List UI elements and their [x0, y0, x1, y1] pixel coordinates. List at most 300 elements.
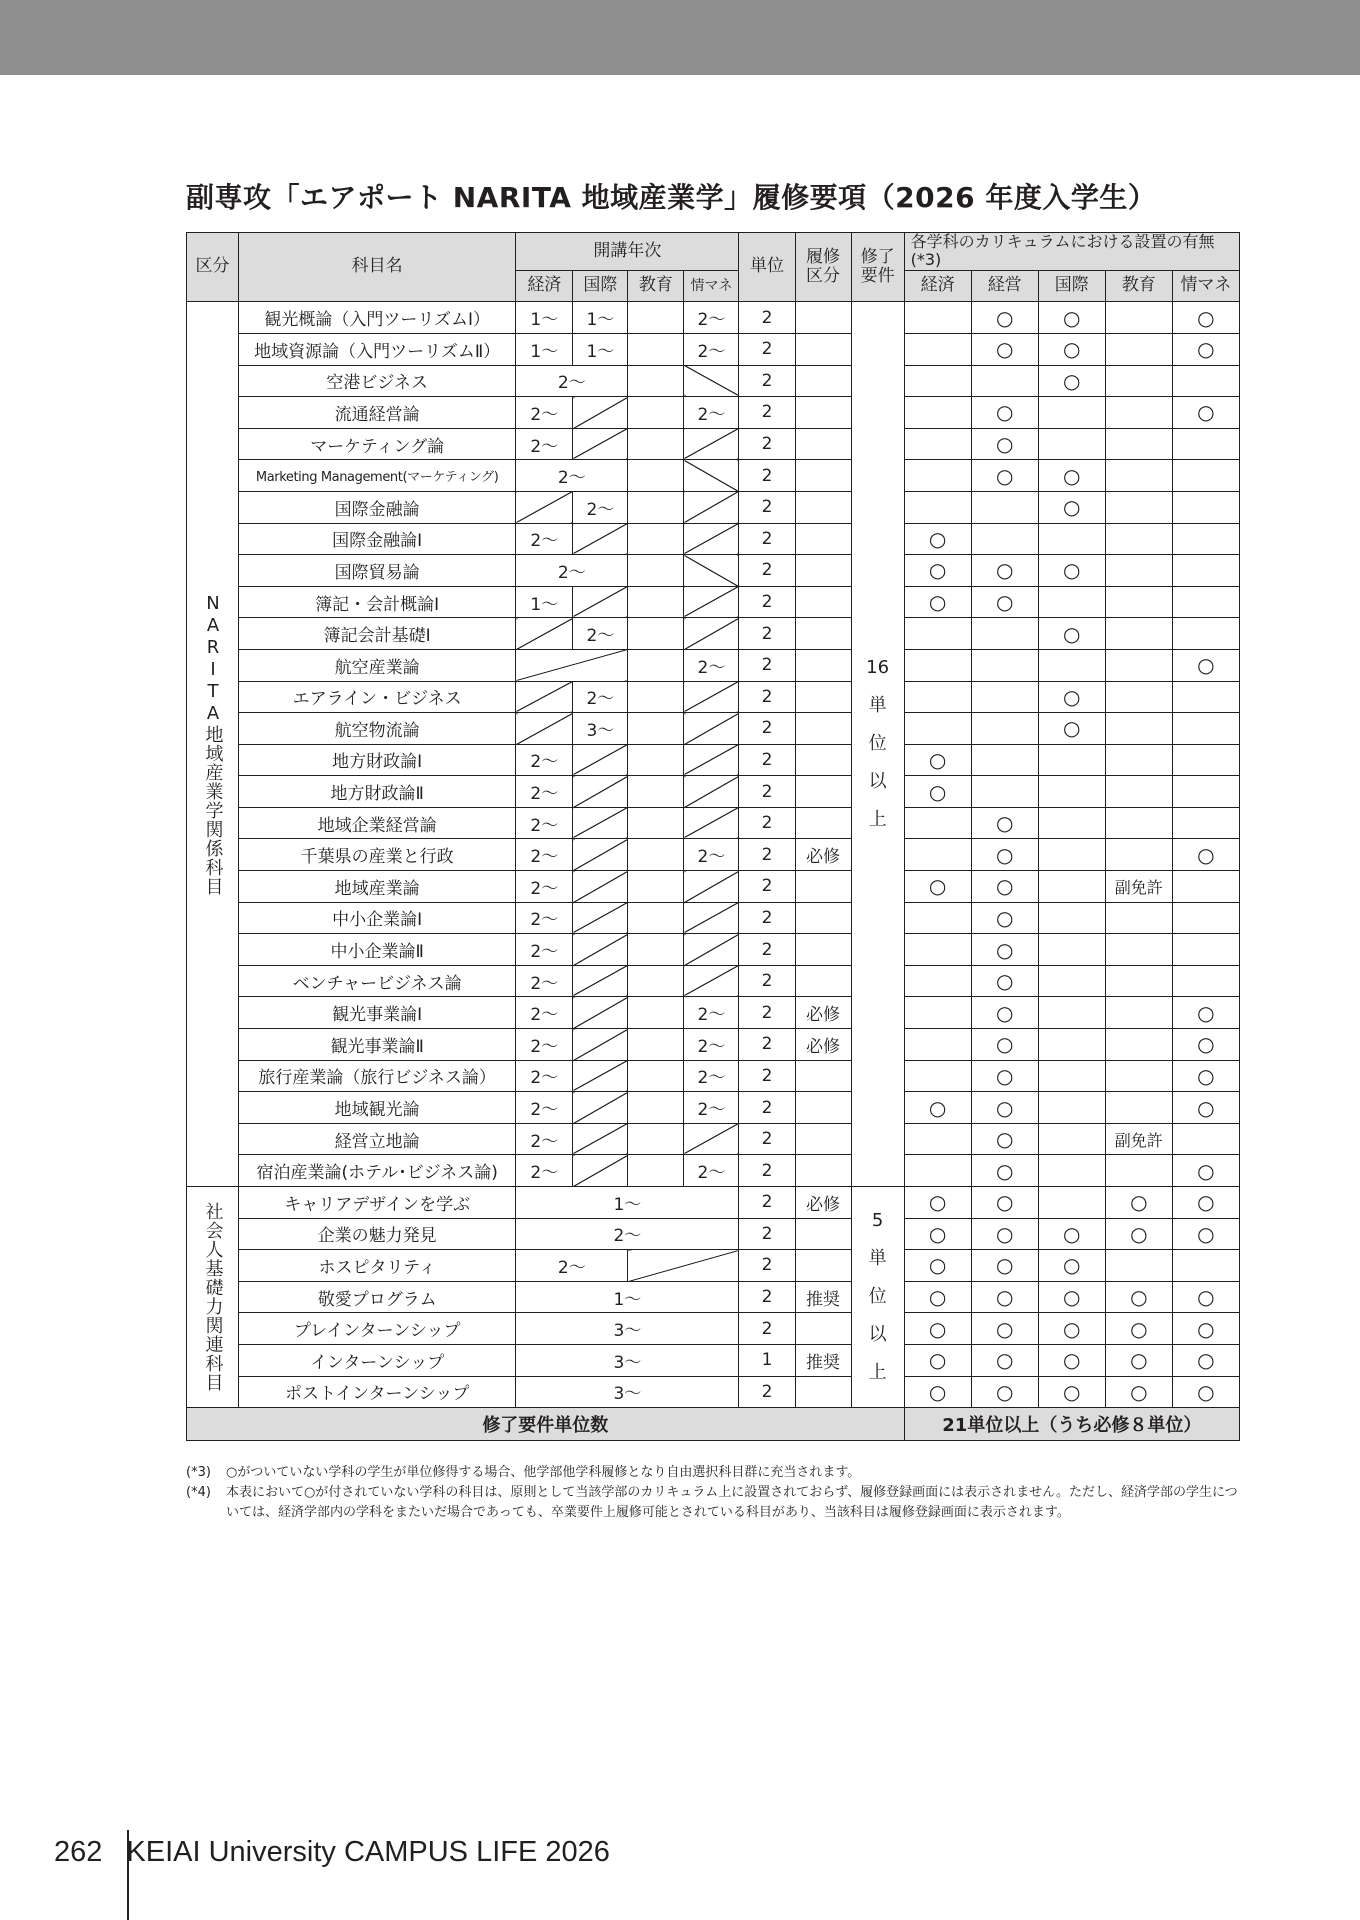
dept-availability: [971, 365, 1038, 397]
year-info: [684, 871, 739, 903]
year-intl: [573, 744, 628, 776]
dept-availability: ○: [904, 1376, 971, 1408]
dept-availability: ○: [1172, 1376, 1239, 1408]
course-type: [795, 491, 851, 523]
notes: [186, 1463, 1240, 1523]
note: [186, 1483, 1240, 1523]
dept-availability: [904, 965, 971, 997]
subject-name: 簿記・会計概論Ⅰ: [239, 586, 516, 618]
year-info: [684, 807, 739, 839]
header-type: 履修 区分: [795, 233, 851, 302]
requirement-char: 上: [868, 1362, 887, 1384]
credits: 2: [739, 965, 795, 997]
course-type: [795, 428, 851, 460]
subject-name: ホスピタリティ: [239, 1250, 516, 1282]
header-year-col: 国際: [573, 270, 628, 302]
dept-availability: ○: [1172, 1218, 1239, 1250]
table-row: [187, 1155, 1240, 1187]
dept-availability: ○: [971, 839, 1038, 871]
course-type: [795, 365, 851, 397]
dept-availability: [1105, 491, 1172, 523]
dept-availability: [904, 428, 971, 460]
dept-availability: ○: [1172, 1060, 1239, 1092]
dept-availability: [1172, 713, 1239, 745]
credits: 2: [739, 871, 795, 903]
year-edu: [628, 460, 684, 492]
year-info: [684, 428, 739, 460]
header-dept-col: 経営: [971, 270, 1038, 302]
year-intl: [573, 807, 628, 839]
year-eco-intl: [516, 649, 628, 681]
course-type: [795, 649, 851, 681]
course-type: [795, 776, 851, 808]
credits: 2: [739, 555, 795, 587]
year-info: 2〜: [684, 649, 739, 681]
note-text: ○がついていない学科の学生が単位修得する場合、他学部他学科履修となり自由選択科目群に充当されます。: [226, 1465, 861, 1480]
dept-availability: [1105, 555, 1172, 587]
header-dept-col: 経済: [904, 270, 971, 302]
dept-availability: [971, 776, 1038, 808]
dept-availability: [971, 649, 1038, 681]
requirement-char: 位: [868, 1286, 887, 1308]
credits: 2: [739, 1029, 795, 1061]
dept-availability: [904, 365, 971, 397]
dept-availability: [904, 649, 971, 681]
dept-availability: ○: [904, 1281, 971, 1313]
requirement-char: 以: [868, 1324, 887, 1346]
year-info: 2〜: [684, 839, 739, 871]
dept-availability: ○: [1172, 1029, 1239, 1061]
course-type: [795, 1218, 851, 1250]
footer: [54, 1836, 610, 1869]
year-edu: [628, 776, 684, 808]
year-eco: 2〜: [516, 1155, 573, 1187]
dept-availability: [1105, 744, 1172, 776]
credits: 2: [739, 1123, 795, 1155]
dept-availability: ○: [1038, 1313, 1105, 1345]
year-edu: [628, 713, 684, 745]
year-eco: [516, 681, 573, 713]
subject-name: キャリアデザインを学ぶ: [239, 1187, 516, 1219]
table-row: [187, 1123, 1240, 1155]
year-info: [684, 1123, 739, 1155]
credits: 2: [739, 776, 795, 808]
credits: 2: [739, 1281, 795, 1313]
dept-availability: [1105, 776, 1172, 808]
year-intl: [573, 586, 628, 618]
dept-availability: [971, 618, 1038, 650]
table-row: [187, 555, 1240, 587]
year-edu: [628, 1123, 684, 1155]
header-year-group: 開講年次: [516, 233, 739, 271]
course-type: [795, 681, 851, 713]
table-row: [187, 807, 1240, 839]
credits: 2: [739, 365, 795, 397]
note-tag: (*4): [186, 1485, 211, 1500]
credits: 2: [739, 744, 795, 776]
subject-name: 航空産業論: [239, 649, 516, 681]
dept-availability: ○: [1172, 1187, 1239, 1219]
course-type: [795, 1155, 851, 1187]
header-dept-col: 国際: [1038, 270, 1105, 302]
year-info: 2〜: [684, 1092, 739, 1124]
year-info: [684, 460, 739, 492]
dept-availability: [1105, 1029, 1172, 1061]
year-span: 1〜: [516, 1281, 739, 1313]
course-type: 必修: [795, 1187, 851, 1219]
dept-availability: [904, 302, 971, 334]
year-edu: [628, 871, 684, 903]
dept-availability: [1172, 586, 1239, 618]
credits: 2: [739, 333, 795, 365]
top-band: [0, 0, 1360, 75]
year-eco: 2〜: [516, 902, 573, 934]
table-row: [187, 618, 1240, 650]
dept-availability: ○: [971, 1344, 1038, 1376]
dept-availability: [1038, 744, 1105, 776]
dept-availability: [904, 618, 971, 650]
credits: 2: [739, 302, 795, 334]
year-intl: [573, 839, 628, 871]
dept-availability: [904, 713, 971, 745]
dept-availability: ○: [971, 1060, 1038, 1092]
course-type: [795, 871, 851, 903]
dept-availability: [1105, 1155, 1172, 1187]
dept-availability: ○: [1038, 1344, 1105, 1376]
dept-availability: ○: [971, 1123, 1038, 1155]
dept-availability: ○: [1105, 1344, 1172, 1376]
dept-availability: [1038, 871, 1105, 903]
requirement-char: 位: [868, 733, 887, 755]
year-eco: 2〜: [516, 871, 573, 903]
subject-name: プレインターンシップ: [239, 1313, 516, 1345]
year-edu: [628, 555, 684, 587]
year-info: 2〜: [684, 397, 739, 429]
page-title: 副専攻「エアポート NARITA 地域産業学」履修要項（2026 年度入学生）: [186, 181, 1157, 214]
year-intl: [573, 1092, 628, 1124]
dept-availability: ○: [1172, 1281, 1239, 1313]
year-intl: [573, 523, 628, 555]
dept-availability: ○: [904, 1313, 971, 1345]
course-type: [795, 744, 851, 776]
year-intl: [573, 997, 628, 1029]
total-value: 21単位以上（うち必修８単位）: [904, 1408, 1239, 1441]
dept-availability: [904, 934, 971, 966]
course-type: [795, 807, 851, 839]
credits: 2: [739, 618, 795, 650]
dept-availability: ○: [971, 965, 1038, 997]
table-row: [187, 649, 1240, 681]
table-row: [187, 1029, 1240, 1061]
dept-availability: [1038, 1187, 1105, 1219]
subject-name: 経営立地論: [239, 1123, 516, 1155]
dept-availability: [904, 333, 971, 365]
dept-availability: 副免許: [1105, 871, 1172, 903]
year-eco: 2〜: [516, 1092, 573, 1124]
dept-availability: [1105, 965, 1172, 997]
subject-name: 旅行産業論（旅行ビジネス論）: [239, 1060, 516, 1092]
category-cell: 社会人基礎力関連科目: [187, 1187, 239, 1408]
dept-availability: [904, 1155, 971, 1187]
dept-availability: ○: [904, 523, 971, 555]
requirement-char: 単: [868, 695, 887, 717]
dept-availability: [1105, 618, 1172, 650]
dept-availability: [904, 839, 971, 871]
course-type: [795, 1376, 851, 1408]
year-edu: [628, 934, 684, 966]
dept-availability: [904, 1123, 971, 1155]
dept-availability: ○: [904, 1218, 971, 1250]
dept-availability: [1105, 523, 1172, 555]
dept-availability: ○: [1172, 649, 1239, 681]
credits: 2: [739, 997, 795, 1029]
course-type: [795, 460, 851, 492]
dept-availability: [1172, 934, 1239, 966]
dept-availability: ○: [1038, 365, 1105, 397]
year-info: [684, 365, 739, 397]
year-eco: 2〜: [516, 997, 573, 1029]
requirement-char: 5: [871, 1210, 884, 1232]
dept-availability: ○: [1172, 997, 1239, 1029]
dept-availability: [1172, 902, 1239, 934]
dept-availability: [1038, 1092, 1105, 1124]
year-info: [684, 744, 739, 776]
dept-availability: [904, 1029, 971, 1061]
credits: 2: [739, 1187, 795, 1219]
credits: 2: [739, 1313, 795, 1345]
year-span: 1〜: [516, 1187, 739, 1219]
year-eco: 2〜: [516, 428, 573, 460]
year-info: [684, 934, 739, 966]
dept-availability: ○: [971, 1092, 1038, 1124]
dept-availability: [1172, 1123, 1239, 1155]
table-row: [187, 1344, 1240, 1376]
year-edu: [628, 997, 684, 1029]
credits: 2: [739, 1092, 795, 1124]
requirement-char: 上: [868, 809, 887, 831]
table-row: [187, 523, 1240, 555]
table-row: [187, 713, 1240, 745]
subject-name: 中小企業論Ⅱ: [239, 934, 516, 966]
dept-availability: [1105, 997, 1172, 1029]
course-type: [795, 333, 851, 365]
year-edu: [628, 302, 684, 334]
year-edu: [628, 1155, 684, 1187]
header-subject: 科目名: [239, 233, 516, 302]
year-intl: 3〜: [573, 713, 628, 745]
dept-availability: ○: [1038, 333, 1105, 365]
year-edu: [628, 618, 684, 650]
year-edu: [628, 397, 684, 429]
table-row: [187, 1218, 1240, 1250]
course-type: [795, 302, 851, 334]
subject-name: Marketing Management(マーケティング): [239, 460, 516, 492]
dept-availability: ○: [971, 397, 1038, 429]
dept-availability: [1038, 649, 1105, 681]
dept-availability: ○: [971, 1313, 1038, 1345]
table-row: [187, 681, 1240, 713]
table-row: [187, 491, 1240, 523]
subject-name: 国際貿易論: [239, 555, 516, 587]
year-intl: 1〜: [573, 302, 628, 334]
dept-availability: [1105, 460, 1172, 492]
subject-name: 宿泊産業論(ホテル･ビジネス論): [239, 1155, 516, 1187]
requirement-char: 単: [868, 1248, 887, 1270]
dept-availability: [1105, 397, 1172, 429]
requirement-cell: [851, 1187, 904, 1408]
dept-availability: ○: [1172, 1092, 1239, 1124]
dept-availability: ○: [971, 333, 1038, 365]
year-edu: [628, 807, 684, 839]
course-type: [795, 1060, 851, 1092]
dept-availability: [971, 681, 1038, 713]
dept-availability: [1172, 523, 1239, 555]
credits: 2: [739, 1060, 795, 1092]
course-type: [795, 1123, 851, 1155]
table-row: [187, 997, 1240, 1029]
dept-availability: ○: [971, 934, 1038, 966]
dept-availability: [1105, 807, 1172, 839]
header-curriculum: 各学科のカリキュラムにおける設置の有無(*3): [904, 233, 1239, 271]
dept-availability: [971, 744, 1038, 776]
category-cell: NARITA地域産業学関係科目: [187, 302, 239, 1187]
credits: 2: [739, 460, 795, 492]
year-edu: [628, 428, 684, 460]
dept-availability: ○: [1038, 1376, 1105, 1408]
year-info: [684, 586, 739, 618]
credits: 2: [739, 1376, 795, 1408]
dept-availability: [1038, 586, 1105, 618]
course-type: [795, 902, 851, 934]
table-row: [187, 934, 1240, 966]
dept-availability: [1172, 807, 1239, 839]
credits: 2: [739, 681, 795, 713]
note-tag: (*3): [186, 1465, 211, 1480]
year-edu: [628, 491, 684, 523]
year-span: 3〜: [516, 1313, 739, 1345]
credits: 2: [739, 491, 795, 523]
header-year-col: 経済: [516, 270, 573, 302]
year-intl: [573, 965, 628, 997]
dept-availability: ○: [904, 1344, 971, 1376]
dept-availability: ○: [904, 744, 971, 776]
dept-availability: [1038, 807, 1105, 839]
dept-availability: ○: [904, 871, 971, 903]
dept-availability: ○: [904, 555, 971, 587]
dept-availability: [1038, 997, 1105, 1029]
dept-availability: [1172, 681, 1239, 713]
dept-availability: ○: [1038, 1218, 1105, 1250]
year-edu: [628, 649, 684, 681]
dept-availability: [1105, 902, 1172, 934]
year-eco: 2〜: [516, 934, 573, 966]
dept-availability: ○: [971, 555, 1038, 587]
subject-name: 地域観光論: [239, 1092, 516, 1124]
dept-availability: [1038, 934, 1105, 966]
year-info: 2〜: [684, 1029, 739, 1061]
year-eco: 2〜: [516, 1060, 573, 1092]
dept-availability: [1105, 649, 1172, 681]
requirement-char: 以: [868, 771, 887, 793]
dept-availability: ○: [1038, 1281, 1105, 1313]
dept-availability: [1105, 586, 1172, 618]
year-edu: [628, 839, 684, 871]
dept-availability: ○: [1105, 1376, 1172, 1408]
subject-name: ポストインターンシップ: [239, 1376, 516, 1408]
dept-availability: [1172, 460, 1239, 492]
dept-availability: [1038, 1155, 1105, 1187]
year-info: [684, 965, 739, 997]
requirement-char: 16: [866, 657, 890, 679]
year-info: [684, 902, 739, 934]
dept-availability: ○: [904, 1250, 971, 1282]
dept-availability: [1172, 871, 1239, 903]
credits: 2: [739, 649, 795, 681]
year-span: 2〜: [516, 1250, 628, 1282]
course-type: [795, 965, 851, 997]
dept-availability: [1172, 365, 1239, 397]
dept-availability: ○: [1172, 397, 1239, 429]
dept-availability: ○: [1038, 555, 1105, 587]
credits: 2: [739, 1250, 795, 1282]
dept-availability: [1038, 397, 1105, 429]
course-type: [795, 397, 851, 429]
table-row: [187, 744, 1240, 776]
year-intl: 2〜: [573, 491, 628, 523]
year-edu: [628, 1060, 684, 1092]
table-row: [187, 902, 1240, 934]
subject-name: 国際金融論: [239, 491, 516, 523]
table-row: [187, 1092, 1240, 1124]
table-row: [187, 776, 1240, 808]
subject-name: ベンチャービジネス論: [239, 965, 516, 997]
dept-availability: [1038, 523, 1105, 555]
dept-availability: ○: [904, 586, 971, 618]
dept-availability: [1038, 428, 1105, 460]
dept-availability: ○: [1105, 1187, 1172, 1219]
course-type: [795, 713, 851, 745]
table-row: [187, 1281, 1240, 1313]
subject-name: マーケティング論: [239, 428, 516, 460]
dept-availability: ○: [904, 1092, 971, 1124]
year-intl: [573, 428, 628, 460]
subject-name: 航空物流論: [239, 713, 516, 745]
year-eco: 1〜: [516, 302, 573, 334]
year-edu: [628, 333, 684, 365]
year-info: 2〜: [684, 1060, 739, 1092]
year-intl: [573, 902, 628, 934]
course-type: [795, 555, 851, 587]
dept-availability: ○: [1038, 460, 1105, 492]
dept-availability: [1172, 744, 1239, 776]
course-type: [795, 1092, 851, 1124]
dept-availability: [904, 460, 971, 492]
subject-name: 地域企業経営論: [239, 807, 516, 839]
course-type: [795, 1313, 851, 1345]
dept-availability: ○: [1105, 1281, 1172, 1313]
subject-name: 観光事業論Ⅱ: [239, 1029, 516, 1061]
subject-name: 簿記会計基礎Ⅰ: [239, 618, 516, 650]
dept-availability: ○: [1038, 713, 1105, 745]
note-text: 本表において○が付されていない学科の科目は、原則として当該学部のカリキュラム上に設置されておらず、履修登録画面には表示されません。ただし、経済学部の学生については、経済学部内の学科をまたいだ場合であっても、卒業要件上履修可能とされている科目があり、当該科目は履修登録画面に表示されます。: [226, 1485, 1238, 1520]
dept-availability: ○: [1105, 1313, 1172, 1345]
dept-availability: ○: [1105, 1218, 1172, 1250]
dept-availability: [1038, 839, 1105, 871]
dept-availability: [1038, 902, 1105, 934]
year-eco: 2〜: [516, 807, 573, 839]
dept-availability: ○: [1172, 839, 1239, 871]
dept-availability: [1105, 713, 1172, 745]
